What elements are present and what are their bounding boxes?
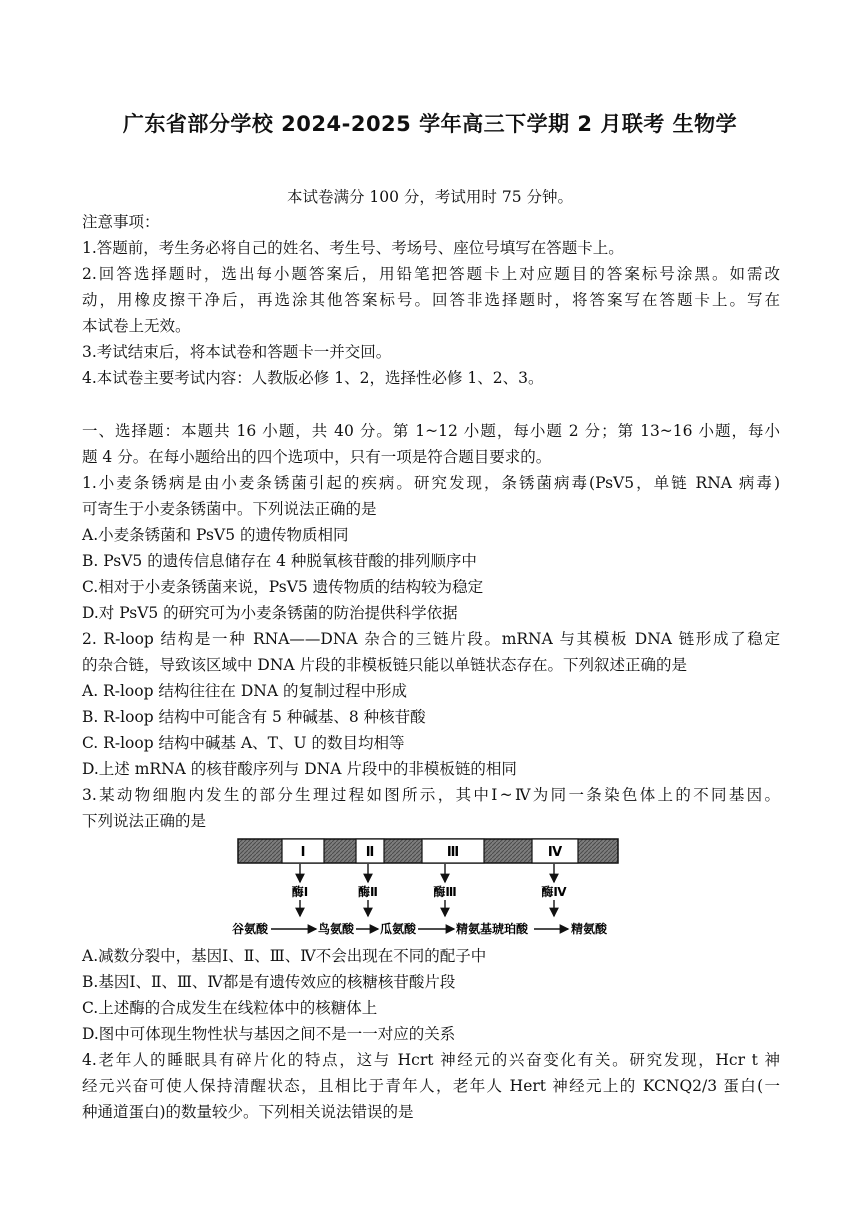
enzyme-label: 酶Ⅳ — [541, 885, 567, 899]
question-1-option-a: A.小麦条锈菌和 PsV5 的遗传物质相同 — [82, 526, 349, 544]
section-heading-cont: 题 4 分。在每小题给出的四个选项中，只有一项是符合题目要求的。 — [82, 448, 552, 466]
enzyme-label: 酶Ⅲ — [433, 885, 457, 899]
notice-item: 4.本试卷主要考试内容：人教版必修 1、2，选择性必修 1、2、3。 — [82, 369, 544, 387]
question-2-option-d: D.上述 mRNA 的核苷酸序列与 DNA 片段中的非模板链的相同 — [82, 760, 517, 778]
question-1-stem: 1.小麦条锈病是由小麦条锈菌引起的疾病。研究发现，条锈菌病毒(PsV5，单链 RNA 病毒) — [82, 474, 780, 492]
metabolite-label: 精氨基琥珀酸 — [456, 922, 529, 936]
exam-info: 本试卷满分 100 分，考试用时 75 分钟。 — [286, 188, 574, 206]
question-1-option-d: D.对 PsV5 的研究可为小麦条锈菌的防治提供科学依据 — [82, 604, 458, 622]
question-2-stem: 2. R-loop 结构是一种 RNA——DNA 杂合的三链片段。mRNA 与其模板 DNA 链形成了稳定 — [82, 630, 780, 648]
question-2-option-a: A. R-loop 结构往往在 DNA 的复制过程中形成 — [82, 682, 407, 700]
question-2-option-b: B. R-loop 结构中可能含有 5 种碱基、8 种核苷酸 — [82, 708, 426, 726]
question-1-option-c: C.相对于小麦条锈菌来说，PsV5 遗传物质的结构较为稳定 — [82, 578, 484, 596]
gene-label: Ⅱ — [365, 845, 375, 860]
metabolite-label: 精氨酸 — [571, 922, 608, 936]
question-3-stem: 下列说法正确的是 — [82, 812, 207, 830]
gene-label: Ⅳ — [547, 845, 563, 860]
notice-item: 本试卷上无效。 — [82, 317, 191, 335]
enzyme-label: 酶Ⅱ — [358, 885, 378, 899]
notice-item: 3.考试结束后，将本试卷和答题卡一并交回。 — [82, 343, 392, 361]
notice-item: 1.答题前，考生务必将自己的姓名、考生号、考场号、座位号填写在答题卡上。 — [82, 239, 624, 257]
metabolite-label: 瓜氨酸 — [380, 922, 417, 936]
enzyme-label: 酶Ⅰ — [291, 885, 309, 899]
question-4-stem: 种通道蛋白)的数量较少。下列相关说法错误的是 — [82, 1103, 414, 1121]
gene-label: Ⅰ — [300, 845, 306, 860]
question-4-stem: 4.老年人的睡眠具有碎片化的特点，这与 Hcrt 神经元的兴奋变化有关。研究发现，Hcr t 神 — [82, 1051, 780, 1069]
gene-label: Ⅲ — [446, 845, 460, 860]
notice-heading: 注意事项： — [82, 213, 160, 231]
metabolite-label: 谷氨酸 — [232, 922, 269, 936]
question-1-option-b: B. PsV5 的遗传信息储存在 4 种脱氧核苷酸的排列顺序中 — [82, 552, 477, 570]
question-3-stem: 3.某动物细胞内发生的部分生理过程如图所示，其中Ⅰ~Ⅳ为同一条染色体上的不同基因。 — [82, 786, 780, 804]
question-4-stem: 经元兴奋可使人保持清醒状态，且相比于青年人，老年人 Hert 神经元上的 KCNQ2/3 蛋白(一 — [82, 1077, 780, 1095]
question-3-option-a: A.减数分裂中，基因Ⅰ、Ⅱ、Ⅲ、Ⅳ不会出现在不同的配子中 — [82, 947, 487, 965]
question-2-option-c: C. R-loop 结构中碱基 A、T、U 的数目均相等 — [82, 734, 405, 752]
metabolite-label: 鸟氨酸 — [318, 922, 355, 936]
gene-pathway-figure — [232, 834, 624, 944]
page-title: 广东省部分学校 2024-2025 学年高三下学期 2 月联考 生物学 — [122, 112, 738, 136]
question-3-option-d: D.图中可体现生物性状与基因之间不是一一对应的关系 — [82, 1025, 456, 1043]
question-1-stem: 可寄生于小麦条锈菌中。下列说法正确的是 — [82, 500, 377, 518]
question-3-option-b: B.基因Ⅰ、Ⅱ、Ⅲ、Ⅳ都是有遗传效应的核糖核苷酸片段 — [82, 973, 456, 991]
question-3-option-c: C.上述酶的合成发生在线粒体中的核糖体上 — [82, 999, 378, 1017]
notice-item: 动，用橡皮擦干净后，再选涂其他答案标号。回答非选择题时，将答案写在答题卡上。写在 — [82, 291, 780, 309]
notice-item: 2.回答选择题时，选出每小题答案后，用铅笔把答题卡上对应题目的答案标号涂黑。如需改 — [82, 265, 780, 283]
question-2-stem: 的杂合链，导致该区域中 DNA 片段的非模板链只能以单链状态存在。下列叙述正确的是 — [82, 656, 688, 674]
section-heading: 一、选择题：本题共 16 小题，共 40 分。第 1~12 小题，每小题 2 分；第 13~16 小题，每小 — [82, 422, 780, 440]
